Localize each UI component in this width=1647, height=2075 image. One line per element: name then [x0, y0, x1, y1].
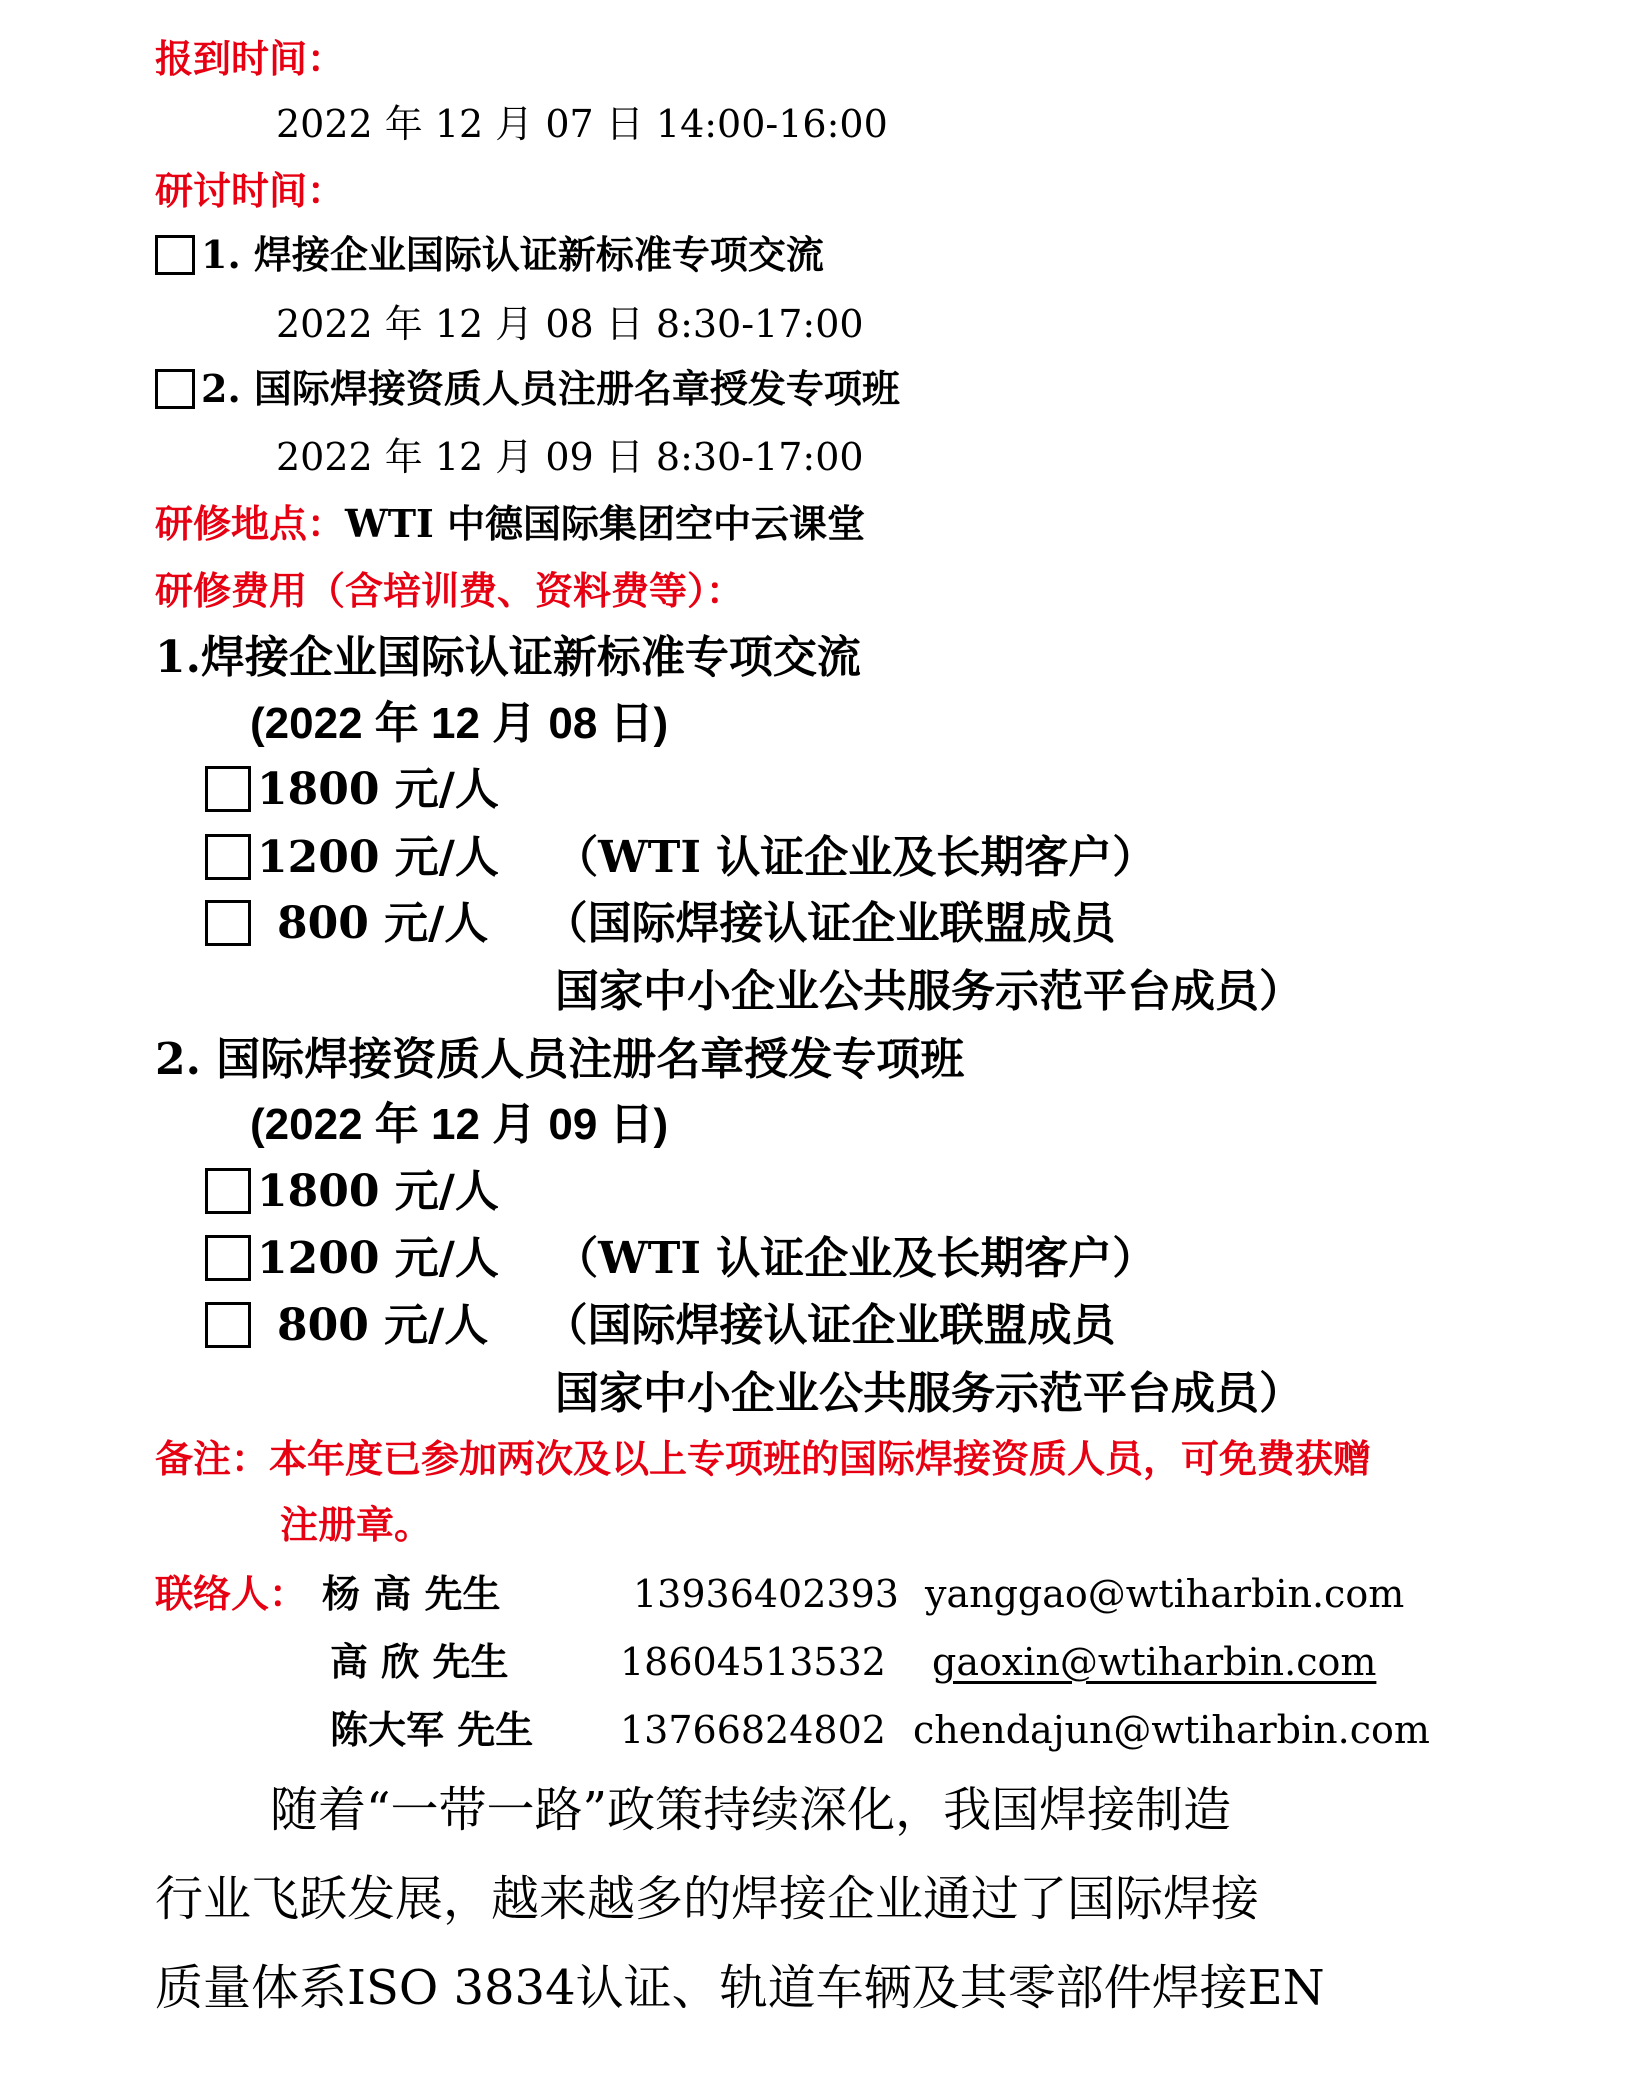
fee-course-1-option-1 — [205, 764, 499, 816]
seminar-item-2-title: 2. 国际焊接资质人员注册名章授发专项班 — [201, 366, 900, 411]
registration-time: 2022 年 12 月 07 日 14:00-16:00 — [276, 102, 888, 146]
fee-2-option-3-note: （国际焊接认证企业联盟成员 — [543, 1300, 1116, 1351]
seminar-label: 研讨时间： — [155, 168, 346, 213]
remark-row — [155, 1436, 1372, 1481]
fee-course-2-option-2 — [205, 1233, 1157, 1285]
fees-label: 研修费用（含培训费、资料费等）： — [155, 568, 745, 613]
location-row — [155, 501, 865, 546]
fee-course-1-option-3 — [205, 898, 1116, 950]
fee-course-1-option-2 — [205, 832, 1157, 884]
fee-course-2-title: 2. 国际焊接资质人员注册名章授发专项班 — [155, 1034, 965, 1085]
seminar-item-1 — [155, 232, 824, 279]
fee-course-2-option-1 — [205, 1166, 499, 1218]
contact-1-email[interactable]: yanggao@wtiharbin.com — [925, 1572, 1405, 1616]
fee-1-option-2-checkbox[interactable] — [205, 834, 251, 880]
location-value: WTI 中德国际集团空中云课堂 — [345, 501, 865, 546]
seminar-item-1-time: 2022 年 12 月 08 日 8:30-17:00 — [276, 302, 864, 346]
seminar-2-checkbox[interactable] — [155, 369, 195, 409]
fee-1-option-3-price: 800 元/人 — [277, 898, 489, 949]
fee-2-option-3-checkbox[interactable] — [205, 1302, 251, 1348]
remark-line2: 注册章。 — [280, 1502, 433, 1547]
seminar-item-2 — [155, 366, 900, 413]
fee-1-option-3-note2: 国家中小企业公共服务示范平台成员） — [555, 966, 1303, 1017]
fee-2-option-2-note: （WTI 认证企业及长期客户） — [554, 1233, 1157, 1284]
remark-label: 备注： — [155, 1436, 270, 1481]
contact-3-phone: 13766824802 — [620, 1708, 886, 1752]
fee-2-option-1-checkbox[interactable] — [205, 1168, 251, 1214]
fee-1-option-2-price: 1200 元/人 — [257, 832, 499, 883]
registration-label: 报到时间： — [155, 36, 346, 81]
fee-1-option-3-note: （国际焊接认证企业联盟成员 — [543, 898, 1116, 949]
contact-3-name: 陈大军 先生 — [330, 1707, 534, 1752]
body-line-3: 质量体系ISO 3834认证、轨道车辆及其零部件焊接EN — [155, 1960, 1325, 2016]
fee-1-option-1-price: 1800 元/人 — [257, 764, 499, 815]
contact-2-email[interactable]: gaoxin@wtiharbin.com — [932, 1640, 1377, 1684]
fee-1-option-1-checkbox[interactable] — [205, 766, 251, 812]
contact-1-name: 杨 高 先生 — [322, 1571, 501, 1616]
fee-course-1-date: (2022 年 12 月 08 日) — [250, 699, 669, 748]
fee-course-2-option-3 — [205, 1300, 1116, 1352]
seminar-item-2-time: 2022 年 12 月 09 日 8:30-17:00 — [276, 435, 864, 479]
seminar-1-checkbox[interactable] — [155, 235, 195, 275]
contact-2-name: 高 欣 先生 — [330, 1639, 509, 1684]
contact-2-phone: 18604513532 — [620, 1640, 886, 1684]
fee-2-option-1-price: 1800 元/人 — [257, 1166, 499, 1217]
fee-2-option-3-price: 800 元/人 — [277, 1300, 489, 1351]
fee-1-option-3-checkbox[interactable] — [205, 900, 251, 946]
fee-course-1-title: 1.焊接企业国际认证新标准专项交流 — [155, 632, 861, 683]
location-label: 研修地点： — [155, 501, 346, 546]
body-line-2: 行业飞跃发展，越来越多的焊接企业通过了国际焊接 — [155, 1871, 1260, 1927]
fee-2-option-2-checkbox[interactable] — [205, 1235, 251, 1281]
contacts-label: 联络人： — [155, 1571, 308, 1616]
body-line-1: 随着“一带一路”政策持续深化，我国焊接制造 — [270, 1782, 1232, 1838]
fee-2-option-2-price: 1200 元/人 — [257, 1233, 499, 1284]
remark-line1: 本年度已参加两次及以上专项班的国际焊接资质人员，可免费获赠 — [269, 1436, 1372, 1481]
contact-1-phone: 13936402393 — [633, 1572, 899, 1616]
fee-1-option-2-note: （WTI 认证企业及长期客户） — [554, 832, 1157, 883]
contact-3-email[interactable]: chendajun@wtiharbin.com — [913, 1708, 1430, 1752]
fee-course-2-date: (2022 年 12 月 09 日) — [250, 1100, 669, 1149]
fee-2-option-3-note2: 国家中小企业公共服务示范平台成员） — [555, 1368, 1303, 1419]
seminar-item-1-title: 1. 焊接企业国际认证新标准专项交流 — [201, 232, 824, 277]
